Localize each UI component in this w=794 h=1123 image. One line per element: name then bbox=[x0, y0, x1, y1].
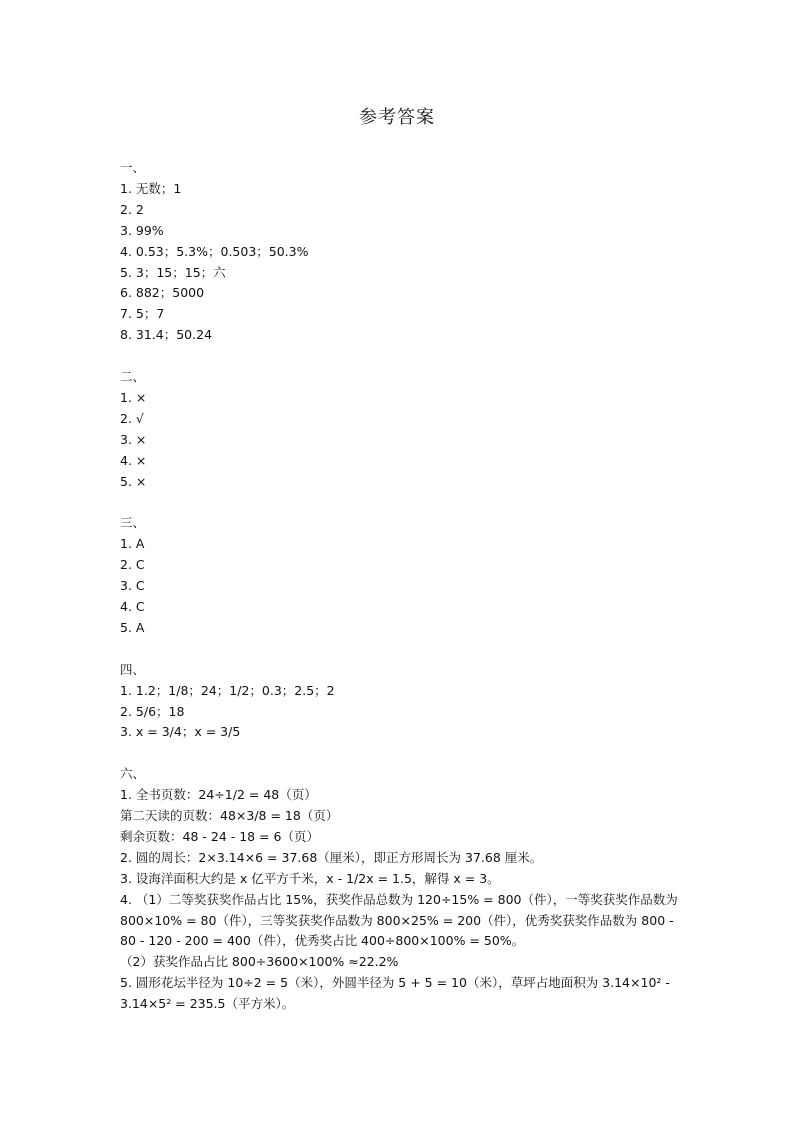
answer-line: （2）获奖作品占比 800÷3600×100% ≈22.2% bbox=[120, 954, 399, 970]
answer-line: 3. 99% bbox=[120, 222, 164, 238]
answer-line: 4. C bbox=[120, 599, 145, 614]
answer-line: 1. 全书页数：24÷1/2 = 48（页） bbox=[120, 787, 317, 803]
section-3 bbox=[120, 513, 680, 638]
section-1 bbox=[120, 158, 680, 346]
answer-line: 1. 无数；1 bbox=[120, 180, 182, 196]
answer-line: 3. x = 3/4；x = 3/5 bbox=[120, 724, 241, 740]
answer-line: 3. × bbox=[120, 431, 147, 447]
section-4 bbox=[120, 660, 680, 744]
page-title: 参考答案 bbox=[359, 107, 435, 128]
answer-line: 3. C bbox=[120, 578, 145, 594]
answer-line: 剩余页数：48 - 24 - 18 = 6（页） bbox=[120, 828, 320, 844]
section-heading: 三、 bbox=[120, 515, 146, 531]
answer-line: 5. × bbox=[120, 473, 147, 489]
answer-line: 5. 3；15；15；六 bbox=[120, 264, 226, 280]
section-6 bbox=[120, 764, 680, 1015]
section-heading: 二、 bbox=[120, 369, 146, 385]
answer-line: 7. 5；7 bbox=[120, 306, 165, 322]
answer-line: 4. × bbox=[120, 452, 147, 468]
answer-line: 2. 2 bbox=[120, 201, 144, 217]
answer-line: 2. 圆的周长：2×3.14×6 = 37.68（厘米），即正方形周长为 37.68 厘米。 bbox=[120, 849, 543, 865]
answer-line: 2. √ bbox=[120, 410, 144, 426]
answer-line: 4. 0.53；5.3%；0.503；50.3% bbox=[120, 243, 309, 259]
section-heading: 一、 bbox=[120, 160, 146, 175]
answer-line: 第二天读的页数：48×3/8 = 18（页） bbox=[120, 808, 339, 824]
section-spacer bbox=[120, 639, 680, 660]
section-heading: 四、 bbox=[120, 661, 146, 677]
answer-line: 8. 31.4；50.24 bbox=[120, 327, 213, 343]
answer-paragraph: 4. （1）二等奖获奖作品占比 15%，获奖作品总数为 120÷15% = 800（件），一等奖获奖作品数为 800×10% = 80（件），三等奖获奖作品数为 800×25% = 200（件），优秀奖获奖作品数为 800 - 80 - 120 - 200 = 400（件），优秀奖占比 400÷800×100% = 50%。 bbox=[120, 891, 678, 949]
section-heading: 六、 bbox=[120, 766, 146, 782]
answer-line: 5. A bbox=[120, 619, 145, 635]
section-2 bbox=[120, 367, 680, 492]
answer-line: 3. 设海洋面积大约是 x 亿平方千米，x - 1/2x = 1.5，解得 x = 3。 bbox=[120, 870, 500, 886]
answer-line: 1. × bbox=[120, 389, 147, 405]
section-spacer bbox=[120, 492, 680, 513]
answer-line: 1. 1.2；1/8；24；1/2；0.3；2.5；2 bbox=[120, 682, 335, 698]
answer-line: 2. C bbox=[120, 557, 145, 573]
section-spacer bbox=[120, 743, 680, 764]
answer-line: 1. A bbox=[120, 536, 145, 552]
section-spacer bbox=[120, 346, 680, 367]
answer-line: 6. 882；5000 bbox=[120, 285, 205, 301]
answer-paragraph: 5. 圆形花坛半径为 10÷2 = 5（米），外圆半径为 5 + 5 = 10（米），草坪占地面积为 3.14×10² - 3.14×5² = 235.5（平方米）。 bbox=[120, 975, 670, 1012]
answer-content bbox=[120, 158, 680, 1015]
answer-line: 2. 5/6；18 bbox=[120, 703, 185, 719]
